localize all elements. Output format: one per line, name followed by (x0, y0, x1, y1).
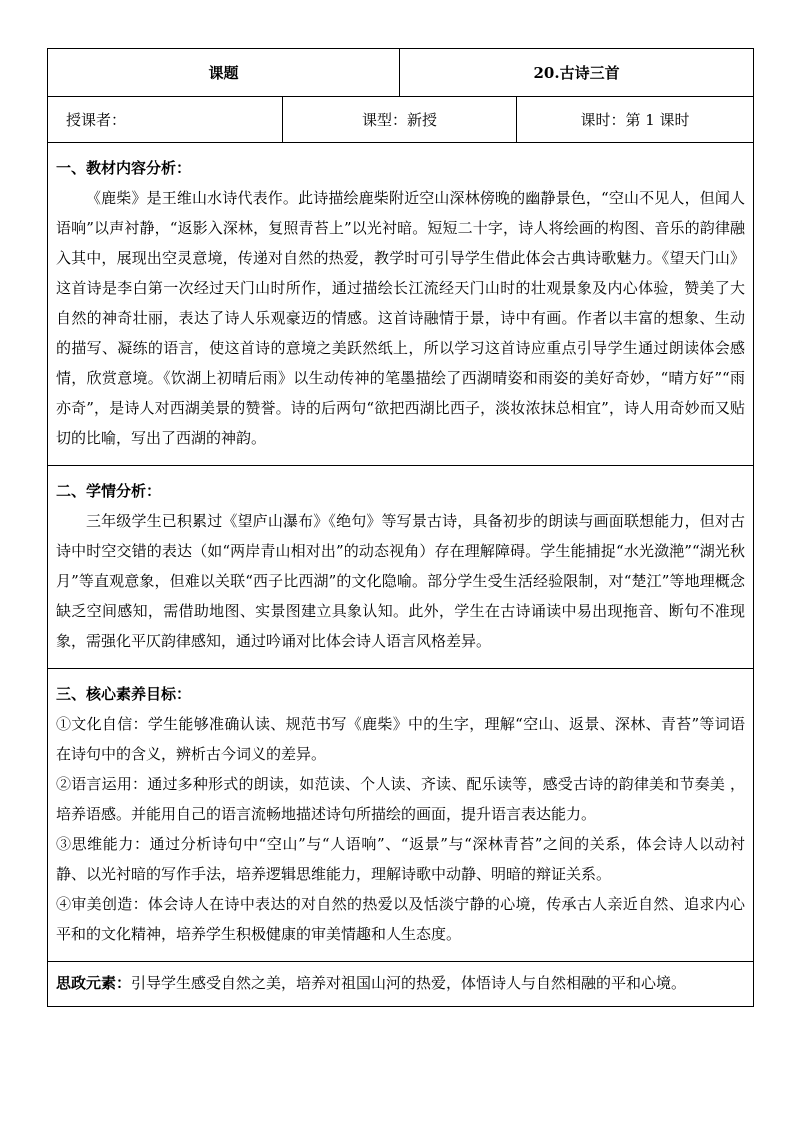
student-analysis-row (48, 466, 754, 669)
lesson-type-cell: 课型：新授 (283, 97, 517, 143)
sizheng-section (48, 962, 754, 1007)
section-body: 三年级学生已积累过《望庐山瀑布》《绝句》等写景古诗，具备初步的朗读与画面联想能力，但对古诗中时空交错的表达（如“两岸青山相对出”的动态视角）存在理解障碍。学生能捕捉“水光潋滟”“湖光秋月”等直观意象，但难以关联“西子比西湖”的文化隐喻。部分学生受生活经验限制，对“楚江”等地理概念缺乏空间感知，需借助地图、实景图建立具象认知。此外，学生在古诗诵读中易出现拖音、断句不准现象，需强化平仄韵律感知，通过吟诵对比体会诗人语言风格差异。 (56, 512, 746, 650)
goal-item: ①文化自信：学生能够准确认读、规范书写《鹿柴》中的生字，理解“空山、返景、深林、青苔”等词语在诗句中的含义，辨析古今词义的差异。 (56, 715, 746, 763)
section-title: 一、教材内容分析： (56, 159, 192, 177)
sizheng-text: 引导学生感受自然之美，培养对祖国山河的热爱，体悟诗人与自然相融的平和心境。 (131, 974, 687, 992)
lesson-period-cell: 课时：第 1 课时 (517, 97, 754, 143)
goal-item: ④审美创造：体会诗人在诗中表达的对自然的热爱以及恬淡宁静的心境，传承古人亲近自然、追求内心平和的文化精神，培养学生积极健康的审美情趣和人生态度。 (56, 895, 746, 943)
core-goals-section (48, 669, 754, 962)
textbook-analysis-row (48, 143, 754, 466)
teacher-cell: 授课者： (48, 97, 283, 143)
goal-item: ③思维能力：通过分析诗句中“空山”与“人语响”、“返景”与“深林青苔”之间的关系，体会诗人以动衬静、以光衬暗的写作手法，培养逻辑思维能力，理解诗歌中动静、明暗的辩证关系。 (56, 835, 746, 883)
goal-item: ②语言运用：通过多种形式的朗读，如范读、个人读、齐读、配乐读等，感受古诗的韵律美和节奏美 ，培养语感。并能用自己的语言流畅地描述诗句所描绘的画面，提升语言表达能力。 (56, 775, 746, 823)
title-label-cell: 课题 (48, 49, 400, 97)
header-row (48, 49, 754, 97)
section-body: 《鹿柴》是王维山水诗代表作。此诗描绘鹿柴附近空山深林傍晚的幽静景色，“空山不见人，但闻人语响”以声衬静，“返影入深林，复照青苔上”以光衬暗。短短二十字，诗人将绘画的构图、音乐的韵律融入其中，展现出空灵意境，传递对自然的热爱，教学时可引导学生借此体会古典诗歌魅力。《望天门山》这首诗是李白第一次经过天门山时所作，通过描绘长江流经天门山时的壮观景象及内心体验，赞美了大自然的神奇壮丽，表达了诗人乐观豪迈的情感。这首诗融情于景，诗中有画。作者以丰富的想象、生动的描写、凝练的语言，使这首诗的意境之美跃然纸上，所以学习这首诗应重点引导学生通过朗读体会感情，欣赏意境。《饮湖上初晴后雨》以生动传神的笔墨描绘了西湖晴姿和雨姿的美好奇妙，“晴方好”“雨亦奇”，是诗人对西湖美景的赞誉。诗的后两句“欲把西湖比西子，淡妆浓抹总相宜”，诗人用奇妙而又贴切的比喻，写出了西湖的神韵。 (56, 189, 746, 447)
lesson-plan-table (47, 48, 754, 1007)
sizheng-row (48, 962, 754, 1007)
meta-row (48, 97, 754, 143)
core-goals-row (48, 669, 754, 962)
section-title: 二、学情分析： (56, 482, 162, 500)
sizheng-label: 思政元素： (56, 974, 132, 992)
lesson-title-cell: 20.古诗三首 (400, 49, 754, 97)
textbook-analysis-section (48, 143, 754, 466)
student-analysis-section (48, 466, 754, 669)
section-title: 三、核心素养目标： (56, 685, 192, 703)
